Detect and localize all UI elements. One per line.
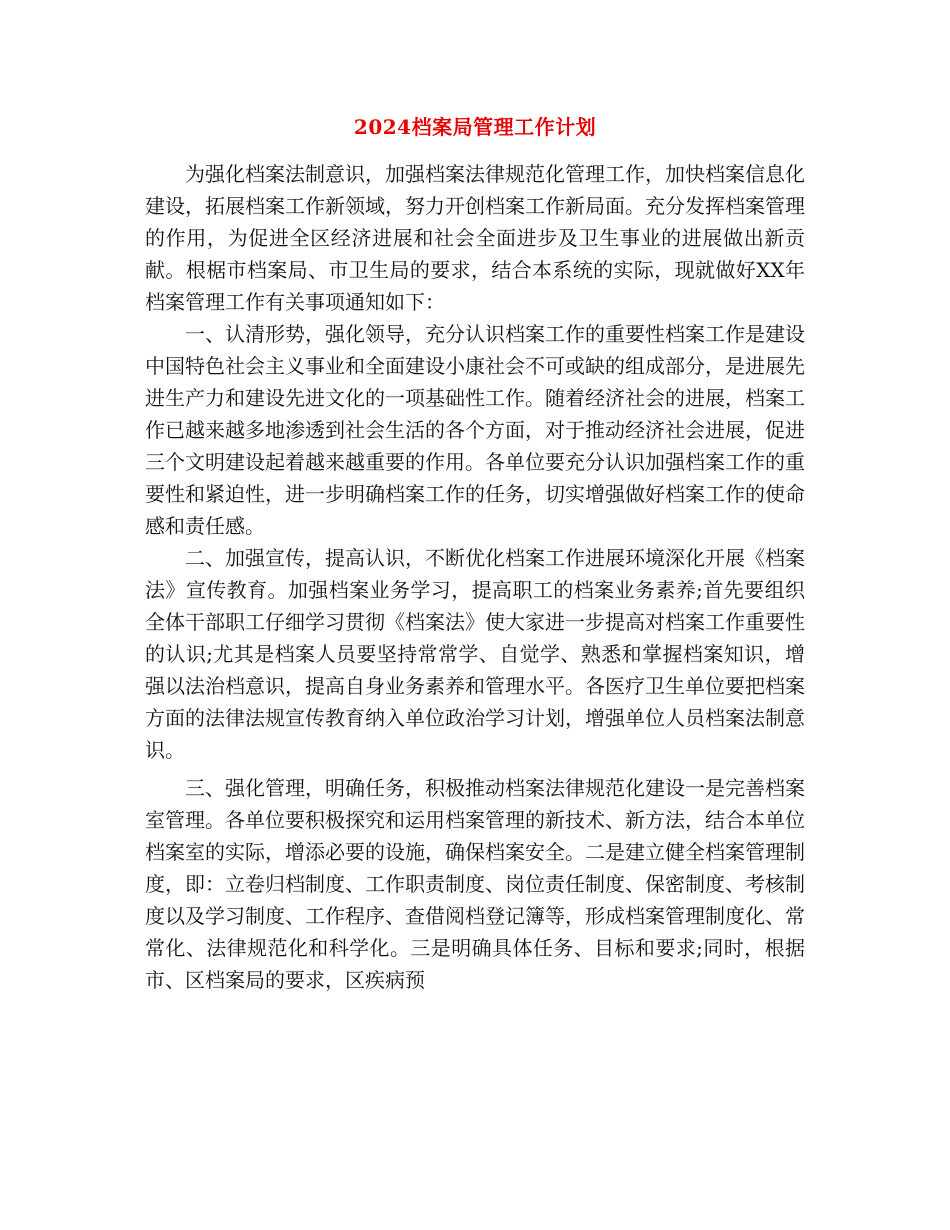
- document-body: [145, 158, 805, 996]
- document-title: 2024档案局管理工作计划: [353, 115, 597, 139]
- paragraph-intro: 为强化档案法制意识，加强档案法律规范化管理工作，加快档案信息化建设，拓展档案工作新领域，努力开创档案工作新局面。充分发挥档案管理的作用，为促进全区经济进展和社会全面进步及卫生事业的进展做出新贡献。根椐市档案局、市卫生局的要求，结合本系统的实际，现就做好XX年档案管理工作有关事项通知如下：: [145, 162, 805, 314]
- paragraph-section-3: 三、强化管理，明确任务，积极推动档案法律规范化建设一是完善档案室管理。各单位要积极探究和运用档案管理的新技术、新方法，结合本单位档案室的实际，增添必要的设施，确保档案安全。二是建立健全档案管理制度，即：立卷归档制度、工作职责制度、岗位责任制度、保密制度、考核制度以及学习制度、工作程序、查借阅档登记簿等，形成档案管理制度化、常常化、法律规范化和科学化。三是明确具体任务、目标和要求;同时，根据市、区档案局的要求，区疾病预: [145, 776, 805, 992]
- paragraph-section-2: 二、加强宣传，提高认识，不断优化档案工作进展环境深化开展《档案法》宣传教育。加强档案业务学习，提高职工的档案业务素养;首先要组织全体干部职工仔细学习贯彻《档案法》使大家进一步提高对档案工作重要性的认识;尤其是档案人员要坚持常常学、自觉学、熟悉和掌握档案知识，增强以法治档意识，提高自身业务素养和管理水平。各医疗卫生单位要把档案方面的法律法规宣传教育纳入单位政治学习计划，增强单位人员档案法制意识。: [145, 546, 805, 762]
- paragraph-section-1: 一、认清形势，强化领导，充分认识档案工作的重要性档案工作是建设中国特色社会主义事业和全面建设小康社会不可或缺的组成部分，是进展先进生产力和建设先进文化的一项基础性工作。随着经济社会的进展，档案工作已越来越多地渗透到社会生活的各个方面，对于推动经济社会进展，促进三个文明建设起着越来越重要的作用。各单位要充分认识加强档案工作的重要性和紧迫性，进一步明确档案工作的任务，切实增强做好档案工作的使命感和责任感。: [145, 322, 805, 538]
